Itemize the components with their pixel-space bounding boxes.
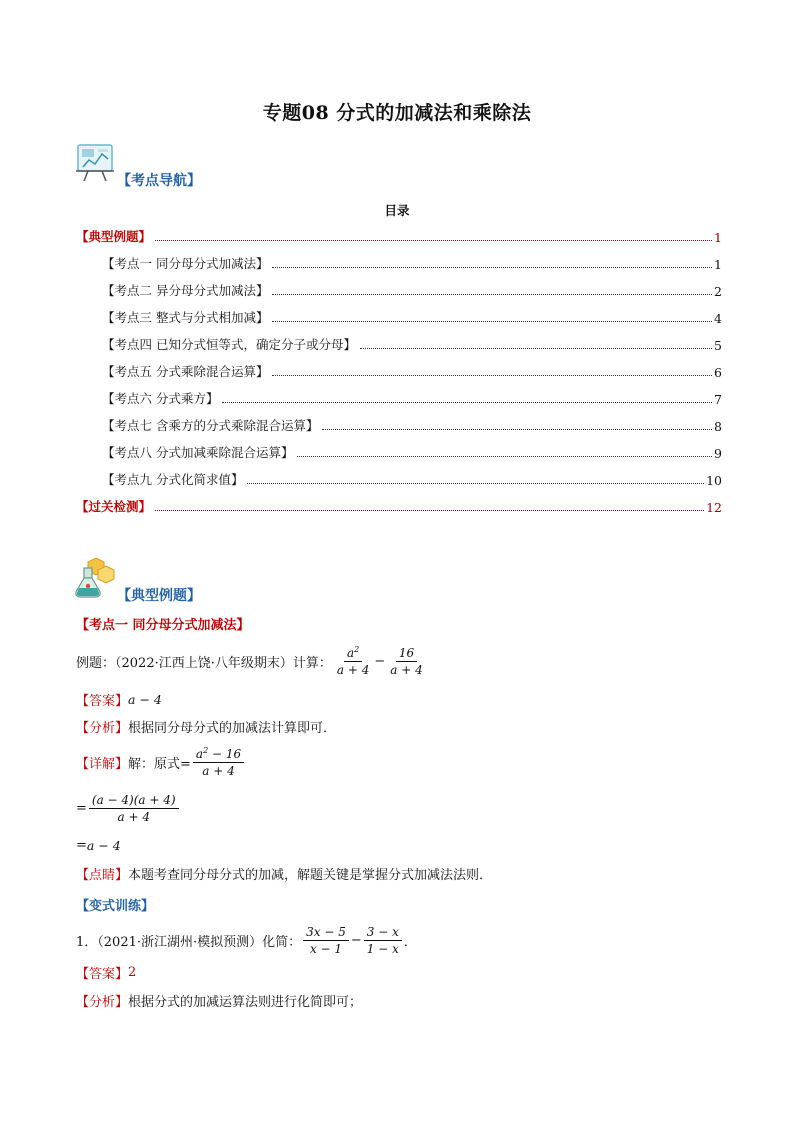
analysis-text: 根据同分母分式的加减法计算即可． <box>128 721 337 736</box>
detail-tag: 【详解】 <box>76 756 129 772</box>
detail-line <box>76 746 246 778</box>
toc-item-page: 2 <box>714 284 722 299</box>
toc-item-label: 【考点九 分式化简求值】 <box>102 472 244 487</box>
detail-lead: 解：原式= <box>128 756 191 772</box>
toc-item-label: 【考点六 分式乘方】 <box>102 391 219 406</box>
toc-leader <box>322 429 712 430</box>
analysis-tag: 【分析】 <box>76 995 129 1010</box>
toc-leader <box>272 321 712 322</box>
toc-item-label: 【考点四 已知分式恒等式，确定分子或分母】 <box>102 337 356 352</box>
frac-denominator: 1 − x <box>366 942 399 956</box>
frac-denominator: a + 4 <box>117 810 150 824</box>
frac-denominator: x − 1 <box>309 942 343 956</box>
step-2-fraction <box>89 793 179 824</box>
toc-leader <box>155 510 704 511</box>
answer-2-line <box>76 963 136 982</box>
toc-item-page: 5 <box>714 338 722 353</box>
toc-item-label: 【考点五 分式乘除混合运算】 <box>102 364 269 379</box>
toc-item-page: 8 <box>714 419 722 434</box>
frac-denominator: a + 4 <box>390 662 423 677</box>
toc-item[interactable] <box>102 362 722 380</box>
toc-item-page: 10 <box>706 473 722 488</box>
equals-sign: = <box>76 801 87 816</box>
toc-item[interactable] <box>102 470 722 488</box>
toc-item[interactable] <box>76 497 722 515</box>
toc-item-label: 【考点一 同分母分式加减法】 <box>102 256 269 271</box>
exponent: 2 <box>354 645 360 654</box>
frac-numerator: a <box>346 646 355 660</box>
toc-item[interactable] <box>102 308 722 326</box>
answer-line <box>76 690 162 709</box>
frac-numerator: a <box>195 747 204 761</box>
comment-tag: 【点睛】 <box>76 868 129 883</box>
frac-denominator: a + 4 <box>336 663 370 677</box>
frac-numerator-rest: − 16 <box>208 747 242 761</box>
toc-leader <box>297 456 712 457</box>
toc-item[interactable] <box>76 227 722 245</box>
toc-item[interactable] <box>102 335 722 353</box>
answer-tag: 【答案】 <box>76 967 129 982</box>
answer-value: a − 4 <box>128 692 162 707</box>
step-3-value: a − 4 <box>86 838 121 853</box>
toc-item[interactable] <box>102 254 722 272</box>
toc-item[interactable] <box>102 281 722 299</box>
toc-leader <box>272 267 712 268</box>
toc-title: 目录 <box>384 203 410 218</box>
frac-numerator: (a − 4)(a + 4) <box>89 793 179 809</box>
toc-item[interactable] <box>102 389 722 407</box>
minus-sign: − <box>374 653 386 669</box>
frac-numerator: 16 <box>396 646 417 662</box>
toc-leader <box>272 375 712 376</box>
toc-item-label: 【考点八 分式加减乘除混合运算】 <box>102 445 294 460</box>
toc-item[interactable] <box>102 443 722 461</box>
frac-numerator: 3x − 5 <box>303 925 349 941</box>
practice-heading: 【变式训练】 <box>76 899 155 914</box>
toc-leader <box>222 402 712 403</box>
toc-leader <box>360 348 712 349</box>
toc-item-label: 【考点三 整式与分式相加减】 <box>102 310 269 325</box>
answer-value: 2 <box>128 965 137 980</box>
minus-sign: − <box>350 933 362 948</box>
frac-numerator: 3 − x <box>364 925 402 941</box>
example-prefix: 例题：（2022·江西上饶·八年级期末）计算： <box>76 655 332 671</box>
toc-item-page: 4 <box>714 311 722 326</box>
comment-line <box>76 864 492 883</box>
toc-item-page: 12 <box>706 500 722 515</box>
presentation-board-icon <box>74 143 118 183</box>
answer-tag: 【答案】 <box>76 694 129 709</box>
toc-item-page: 1 <box>714 230 722 245</box>
practice-fraction-1 <box>303 925 349 956</box>
practice-1-prefix: 1．（2021·浙江湖州·模拟预测）化简： <box>76 935 302 950</box>
practice-1-suffix: ． <box>403 935 417 950</box>
toc-leader <box>247 483 704 484</box>
toc-item-page: 7 <box>714 392 722 407</box>
equals-sign: = <box>76 838 87 853</box>
step-2-line <box>76 793 181 824</box>
analysis-text: 根据分式的加减运算法则进行化简即可； <box>128 995 363 1010</box>
toc-item-page: 9 <box>714 446 722 461</box>
example-line <box>76 645 428 677</box>
nav-heading: 【考点导航】 <box>117 173 201 189</box>
toc-leader <box>272 294 712 295</box>
page-title: 专题08 分式的加减法和乘除法 <box>262 102 532 124</box>
toc-item-label: 【考点七 含乘方的分式乘除混合运算】 <box>102 418 319 433</box>
example-fraction-2 <box>387 646 425 677</box>
point1-heading: 【考点一 同分母分式加减法】 <box>76 618 250 633</box>
frac-denominator: a + 4 <box>202 764 235 778</box>
toc-item-page: 1 <box>714 257 722 272</box>
toc-item[interactable] <box>102 416 722 434</box>
comment-text: 本题考查同分母分式的加减，解题关键是掌握分式加减法法则． <box>128 868 493 883</box>
toc-item-page: 6 <box>714 365 722 380</box>
analysis-tag: 【分析】 <box>76 721 129 736</box>
step-3-line <box>76 838 121 853</box>
practice-fraction-2 <box>364 925 402 956</box>
examples-heading: 【典型例题】 <box>117 588 201 604</box>
toc-item-label: 【典型例题】 <box>76 229 152 244</box>
toc-leader <box>155 240 712 241</box>
toc-item-label: 【考点二 异分母分式加减法】 <box>102 283 269 298</box>
practice-1-line <box>76 925 417 956</box>
detail-fraction <box>193 746 244 778</box>
analysis-line <box>76 717 336 736</box>
exponent: 2 <box>203 746 209 755</box>
example-fraction-1 <box>334 645 372 677</box>
chemistry-flask-icon <box>72 556 118 600</box>
toc-item-label: 【过关检测】 <box>76 499 152 514</box>
analysis-2-line <box>76 991 362 1010</box>
